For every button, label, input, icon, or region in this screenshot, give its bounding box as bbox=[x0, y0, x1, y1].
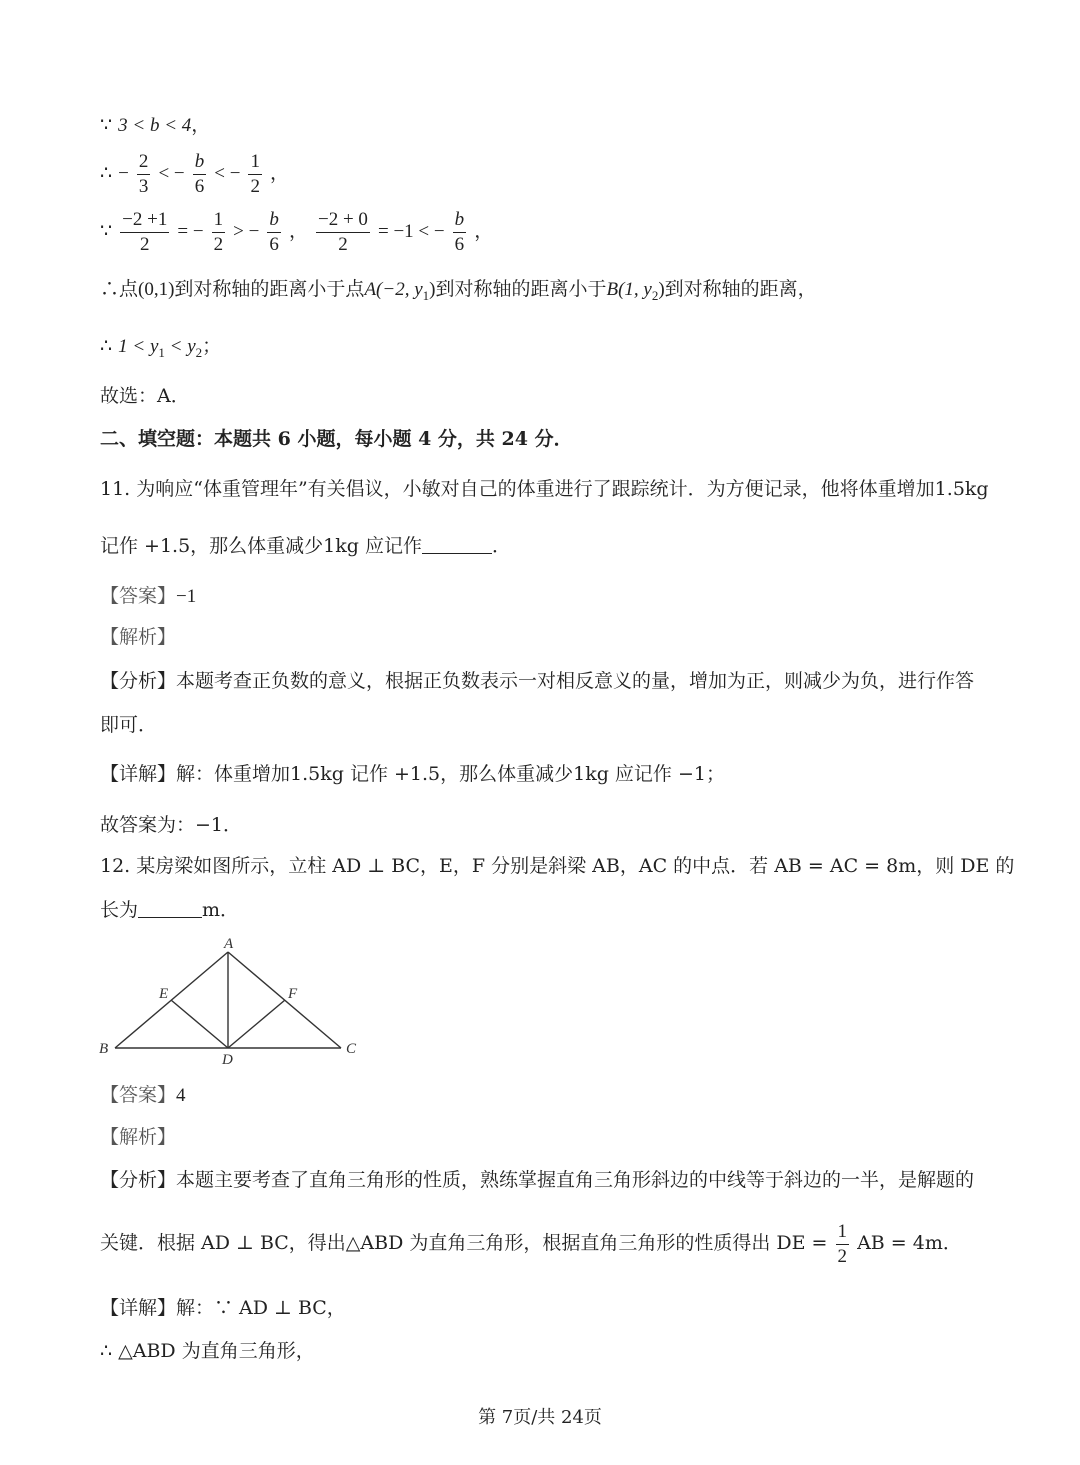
q11-fenxi-1 bbox=[100, 668, 974, 694]
punct: ， bbox=[288, 220, 308, 242]
because-symbol: ∵ bbox=[100, 220, 113, 242]
text: 到对称轴的距离小于点 bbox=[174, 278, 365, 300]
therefore-symbol: ∴ bbox=[100, 162, 113, 184]
answer-value: −1 bbox=[176, 586, 197, 607]
punct: ． bbox=[491, 535, 511, 557]
q11-fenxi-2: 即可． bbox=[100, 714, 158, 736]
denominator: 6 bbox=[194, 175, 205, 197]
subscript: 2 bbox=[651, 288, 659, 303]
paren: ) bbox=[658, 279, 665, 300]
q11-answer bbox=[100, 583, 196, 610]
fenxi-tag: 【分析】 bbox=[100, 1169, 177, 1191]
numerator: 1 bbox=[836, 1220, 850, 1245]
inequality: 3 < b < 4 bbox=[118, 115, 192, 136]
step-line-3 bbox=[100, 206, 493, 257]
expr: < y bbox=[164, 336, 196, 357]
denominator: 2 bbox=[139, 233, 150, 255]
text: 关键．根据 AD ⊥ BC，得出△ABD 为直角三角形，根据直角三角形的性质得出 DE = bbox=[100, 1232, 828, 1254]
brace-ed bbox=[171, 1000, 228, 1048]
fraction bbox=[120, 208, 169, 257]
q12-final: ∴ △ABD 为直角三角形， bbox=[100, 1340, 315, 1362]
subscript: 1 bbox=[422, 288, 430, 303]
operator: = −1 < − bbox=[377, 221, 445, 242]
denominator: 3 bbox=[138, 175, 149, 197]
text: m． bbox=[202, 899, 240, 921]
label-c: C bbox=[346, 1041, 357, 1057]
punct: ， bbox=[270, 162, 290, 184]
numerator: b bbox=[267, 208, 281, 233]
step-line-2 bbox=[100, 148, 289, 199]
text: 到对称轴的距离小于 bbox=[435, 278, 607, 300]
text: ∴点 bbox=[100, 278, 139, 300]
numerator: b bbox=[453, 208, 467, 233]
operator: = − bbox=[177, 221, 204, 242]
text: AB = 4m． bbox=[857, 1232, 962, 1254]
detail-tag: 【详解】 bbox=[100, 763, 177, 785]
text: 解：∵ AD ⊥ BC， bbox=[176, 1297, 346, 1319]
text: 本题主要考查了直角三角形的性质，熟练掌握直角三角形斜边的中线等于斜边的一半，是解题的 bbox=[176, 1169, 975, 1191]
paren: ) bbox=[429, 279, 436, 300]
step-line-5 bbox=[100, 333, 221, 366]
q12-answer bbox=[100, 1082, 186, 1109]
conclusion: 故选：A． bbox=[100, 385, 190, 407]
numerator: −2 +1 bbox=[120, 208, 169, 233]
denominator: 2 bbox=[250, 175, 260, 197]
section-title: 二、填空题：本题共 6 小题，每小题 4 分，共 24 分． bbox=[100, 428, 573, 450]
text: 记作 +1.5，那么体重减少1kg 应记作 bbox=[100, 535, 422, 557]
fraction bbox=[316, 208, 370, 257]
text: 长为 bbox=[100, 899, 139, 921]
point-0-1: (0,1) bbox=[138, 279, 175, 300]
numerator: 1 bbox=[248, 150, 262, 175]
q11-final: 故答案为：−1． bbox=[100, 814, 243, 836]
denominator: 6 bbox=[454, 233, 465, 255]
q11-analysis-tag: 【解析】 bbox=[100, 626, 177, 648]
numerator: b bbox=[193, 150, 207, 175]
expr: 1 < y bbox=[118, 336, 159, 357]
numerator: 2 bbox=[137, 150, 151, 175]
answer-tag: 【答案】 bbox=[100, 585, 177, 607]
punct: ； bbox=[202, 335, 222, 357]
text: 解：体重增加1.5kg 记作 +1.5，那么体重减少1kg 应记作 −1； bbox=[176, 763, 725, 785]
operator: > − bbox=[233, 221, 260, 242]
label-a: A bbox=[224, 936, 234, 952]
therefore-symbol: ∴ bbox=[100, 335, 113, 357]
punct: ， bbox=[191, 114, 211, 136]
q12-line-2 bbox=[100, 897, 239, 923]
minus-sign: − bbox=[118, 163, 129, 184]
fraction bbox=[137, 150, 151, 199]
q11-detail bbox=[100, 761, 725, 787]
roof-beam-figure bbox=[95, 930, 365, 1070]
denominator: 2 bbox=[213, 233, 224, 255]
detail-tag: 【详解】 bbox=[100, 1297, 177, 1319]
subscript: 1 bbox=[158, 345, 165, 360]
brace-fd bbox=[228, 1000, 285, 1048]
answer-value: 4 bbox=[176, 1085, 186, 1106]
operator: < − bbox=[214, 163, 241, 184]
fraction-half bbox=[836, 1220, 850, 1269]
step-line-4 bbox=[100, 276, 817, 309]
q12-fenxi-2 bbox=[100, 1218, 962, 1269]
step-line-1 bbox=[100, 112, 210, 139]
q11-line-2 bbox=[100, 533, 511, 559]
answer-blank bbox=[422, 533, 492, 554]
denominator: 6 bbox=[269, 233, 279, 255]
q12-fenxi-1 bbox=[100, 1167, 974, 1193]
q12-detail bbox=[100, 1295, 346, 1321]
page-footer: 第 7页/共 24页 bbox=[478, 1407, 602, 1428]
answer-tag: 【答案】 bbox=[100, 1084, 177, 1106]
text: 本题考查正负数的意义，根据正负数表示一对相反意义的量，增加为正，则减少为负，进行作答 bbox=[176, 670, 975, 692]
fraction bbox=[248, 150, 262, 199]
label-b: B bbox=[99, 1041, 109, 1057]
because-symbol: ∵ bbox=[100, 114, 113, 136]
point-b: B(1, y bbox=[606, 279, 652, 300]
text: 到对称轴的距离， bbox=[664, 278, 817, 300]
subscript: 2 bbox=[195, 345, 203, 360]
fraction bbox=[267, 208, 281, 257]
q12-analysis-tag: 【解析】 bbox=[100, 1126, 177, 1148]
numerator: −2 + 0 bbox=[316, 208, 370, 233]
operator: < − bbox=[158, 163, 185, 184]
q11-line-1: 11. 为响应“体重管理年”有关倡议，小敏对自己的体重进行了跟踪统计．为方便记录，他将体重增加1.5kg bbox=[100, 478, 989, 500]
fenxi-tag: 【分析】 bbox=[100, 670, 177, 692]
label-d: D bbox=[222, 1052, 233, 1068]
punct: ， bbox=[474, 220, 494, 242]
label-f: F bbox=[288, 986, 298, 1002]
denominator: 2 bbox=[338, 233, 348, 255]
label-e: E bbox=[159, 986, 169, 1002]
fraction bbox=[193, 150, 207, 199]
q12-line-1: 12. 某房梁如图所示，立柱 AD ⊥ BC，E，F 分别是斜梁 AB，AC 的中点．若 AB = AC = 8m，则 DE 的 bbox=[100, 855, 1015, 877]
fraction bbox=[212, 208, 226, 257]
numerator: 1 bbox=[212, 208, 226, 233]
answer-blank bbox=[138, 897, 202, 918]
point-a: A(−2, y bbox=[364, 279, 423, 300]
fraction bbox=[453, 208, 467, 257]
denominator: 2 bbox=[837, 1245, 848, 1267]
